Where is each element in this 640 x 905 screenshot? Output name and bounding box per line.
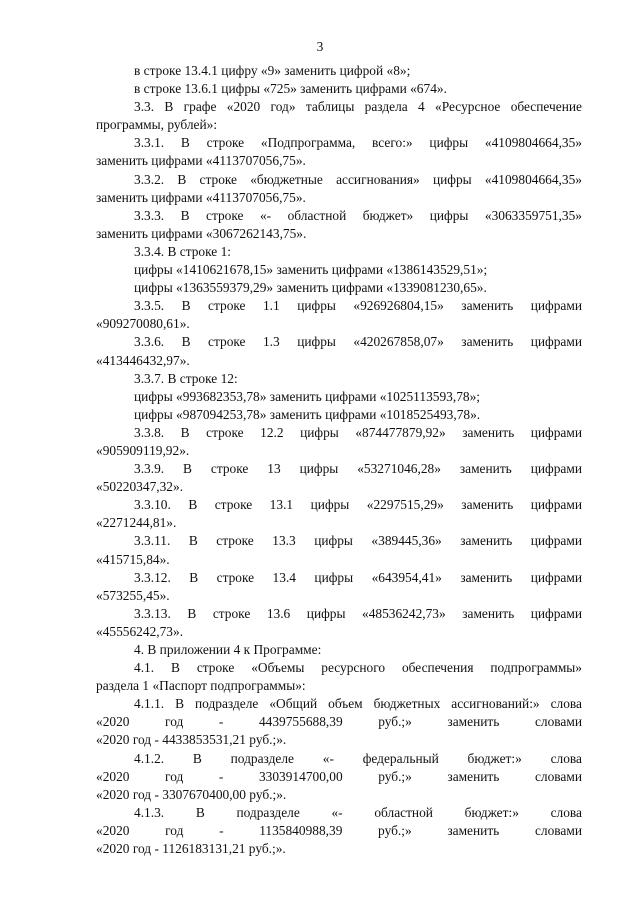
text-line: 3.3.4. В строке 1: (134, 243, 231, 259)
text-line: 4.1. В строке «Объемы ресурсного обеспечения подпрограммы» (134, 660, 582, 676)
text-line: 3.3.10. В строке 13.1 цифры «2297515,29» заменить цифрами (134, 497, 582, 513)
text-line: раздела 1 «Паспорт подпрограммы»: (96, 678, 306, 694)
text-line: «50220347,32». (96, 479, 184, 495)
text-line: 3.3. В графе «2020 год» таблицы раздела 4 «Ресурсное обеспечение (134, 99, 582, 115)
text-line: цифры «987094253,78» заменить цифрами «1018525493,78». (134, 406, 481, 422)
text-line: в строке 13.6.1 цифры «725» заменить цифрами «674». (134, 81, 447, 97)
text-line: заменить цифрами «4113707056,75». (96, 189, 306, 205)
text-line: «2020 год - 1126183131,21 руб.;». (96, 841, 286, 857)
text-line: цифры «1410621678,15» заменить цифрами «1386143529,51»; (134, 262, 488, 278)
text-line: 3.3.3. В строке «- областной бюджет» цифры «3063359751,35» (134, 207, 582, 223)
text-line: «45556242,73». (96, 623, 184, 639)
text-line: «2271244,81». (96, 515, 177, 531)
text-line: «905909119,92». (96, 442, 190, 458)
text-line: «2020 год - 3307670400,00 руб.;». (96, 786, 287, 802)
text-line: 3.3.13. В строке 13.6 цифры «48536242,73» заменить цифрами (134, 605, 582, 621)
text-line: 4. В приложении 4 к Программе: (134, 642, 322, 657)
text-line: «573255,45». (96, 587, 170, 603)
text-line: «413446432,97». (96, 352, 190, 368)
text-line: 3.3.8. В строке 12.2 цифры «874477879,92» заменить цифрами (134, 424, 582, 440)
text-line: 3.3.1. В строке «Подпрограмма, всего:» цифры «4109804664,35» (134, 135, 582, 151)
text-line: 3.3.9. В строке 13 цифры «53271046,28» заменить цифрами (134, 461, 582, 477)
text-line: «909270080,61». (96, 316, 190, 332)
text-line: 4.1.2. В подразделе «- федеральный бюджет:» слова (134, 750, 582, 766)
text-line: «2020 год - 4439755688,39 руб.;» заменить словами (96, 714, 582, 730)
text-line: заменить цифрами «4113707056,75». (96, 153, 306, 169)
text-line: 3.3.6. В строке 1.3 цифры «420267858,07» заменить цифрами (134, 334, 582, 350)
text-line: 3.3.12. В строке 13.4 цифры «643954,41» заменить цифрами (134, 569, 582, 585)
text-line: 3.3.2. В строке «бюджетные ассигнования» цифры «4109804664,35» (134, 171, 582, 187)
text-line: 3.3.11. В строке 13.3 цифры «389445,36» заменить цифрами (134, 533, 582, 549)
text-line: цифры «993682353,78» заменить цифрами «1025113593,78»; (134, 388, 481, 404)
text-line: программы, рублей»: (96, 117, 218, 133)
text-line: 3.3.5. В строке 1.1 цифры «926926804,15» заменить цифрами (134, 298, 582, 314)
text-line: «415715,84». (96, 551, 170, 567)
text-line: 3.3.7. В строке 12: (134, 370, 238, 386)
text-line: в строке 13.4.1 цифру «9» заменить цифрой «8»; (134, 63, 411, 78)
document-body (96, 62, 582, 858)
text-line: «2020 год - 3303914700,00 руб.;» заменить словами (96, 768, 582, 784)
text-line: цифры «1363559379,29» заменить цифрами «1339081230,65». (134, 280, 487, 296)
text-line: 4.1.1. В подразделе «Общий объем бюджетных ассигнований:» слова (134, 696, 582, 712)
text-line: 4.1.3. В подразделе «- областной бюджет:» слова (134, 804, 582, 820)
page-number: 3 (316, 39, 324, 54)
text-line: «2020 год - 1135840988,39 руб.;» заменить словами (96, 822, 582, 838)
text-line: заменить цифрами «3067262143,75». (96, 225, 307, 241)
text-line: «2020 год - 4433853531,21 руб.;». (96, 732, 287, 748)
